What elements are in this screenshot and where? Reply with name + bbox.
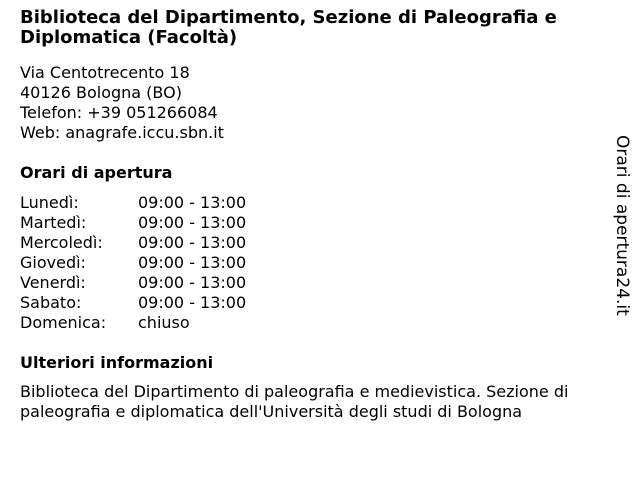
city-address: 40126 Bologna (BO) bbox=[20, 83, 182, 102]
day-label: Domenica: bbox=[20, 313, 107, 332]
time-value: 09:00 - 13:00 bbox=[138, 193, 247, 212]
time-value: chiuso bbox=[138, 313, 190, 332]
opening-hours-heading: Orari di apertura bbox=[20, 163, 173, 182]
day-label: Mercoledì: bbox=[20, 233, 103, 252]
day-label: Giovedì: bbox=[20, 253, 86, 272]
hours-row-friday bbox=[20, 273, 620, 293]
opening-hours-table bbox=[20, 193, 620, 333]
hours-row-thursday bbox=[20, 253, 620, 273]
day-label: Venerdì: bbox=[20, 273, 86, 292]
hours-row-wednesday bbox=[20, 233, 620, 253]
time-value: 09:00 - 13:00 bbox=[138, 253, 247, 272]
street-address: Via Centotrecento 18 bbox=[20, 63, 190, 82]
library-card bbox=[20, 8, 620, 422]
time-value: 09:00 - 13:00 bbox=[138, 293, 247, 312]
further-info-text: Biblioteca del Dipartimento di paleografia e medievistica. Sezione di paleografia e diplomatica dell'Università degli studi di Bologna bbox=[20, 382, 569, 421]
library-name: Biblioteca del Dipartimento, Sezione di Paleografia e Diplomatica (Facoltà) bbox=[20, 7, 557, 48]
day-label: Martedì: bbox=[20, 213, 87, 232]
time-value: 09:00 - 13:00 bbox=[138, 213, 247, 232]
address-block bbox=[20, 63, 620, 143]
further-info-heading: Ulteriori informazioni bbox=[20, 353, 214, 372]
hours-row-tuesday bbox=[20, 213, 620, 233]
day-label: Sabato: bbox=[20, 293, 82, 312]
hours-row-sunday bbox=[20, 313, 620, 333]
hours-row-monday bbox=[20, 193, 620, 213]
hours-row-saturday bbox=[20, 293, 620, 313]
phone-number[interactable]: Telefon: +39 051266084 bbox=[20, 103, 218, 122]
day-label: Lunedì: bbox=[20, 193, 79, 212]
site-watermark: Orari di apertura24.it bbox=[612, 135, 632, 316]
time-value: 09:00 - 13:00 bbox=[138, 273, 247, 292]
time-value: 09:00 - 13:00 bbox=[138, 233, 247, 252]
website-link[interactable]: Web: anagrafe.iccu.sbn.it bbox=[20, 123, 224, 142]
